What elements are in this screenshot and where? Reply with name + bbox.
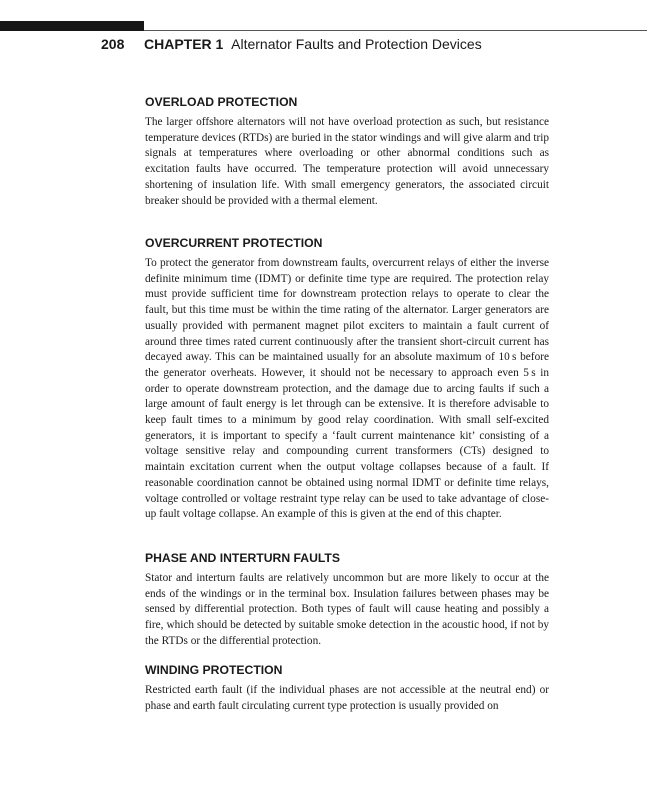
running-head xyxy=(101,35,482,53)
section-overcurrent-protection xyxy=(145,236,549,523)
section-overload-protection xyxy=(145,95,549,209)
section-heading: WINDING PROTECTION xyxy=(145,663,283,677)
section-winding-protection xyxy=(145,663,549,714)
section-heading: OVERCURRENT PROTECTION xyxy=(145,236,323,250)
section-body: Restricted earth fault (if the individual phases are not accessible at the neutral end) or phase and earth fault circulating current type protection is usually provided on xyxy=(145,684,549,712)
section-body: Stator and interturn faults are relatively uncommon but are more likely to occur at the ends of the windings or in the terminal box. Insulation failures between phases may be sensed by differential protection. Both types of fault will cause heating and possibly a fire, which should be detected by suitable smoke detection in the acoustic hood, if not by the RTDs or the differential protection. xyxy=(145,572,549,647)
chapter-label: CHAPTER 1 xyxy=(144,36,224,52)
section-heading: OVERLOAD PROTECTION xyxy=(145,95,298,109)
section-body: To protect the generator from downstream faults, overcurrent relays of either the inverse definite minimum time (IDMT) or definite time type are required. The protection relay must provide sufficient time for downstream protection relays to operate to clear the fault, but this time must be within the time rating of the alternator. Larger generators are usually provided with permanent magnet pilot exciters to maintain a fault current of around three times rated current continuously after the transient short-circuit current has decayed away. This can be maintained usually for an absolute maximum of 10 s before the generator overheats. However, it should not be necessary to approach even 5 s in order to operate downstream protection, and the damage due to arcing faults if such a large amount of fault energy is let through can be extensive. It is therefore advisable to keep fault times to a minimum by good relay coordination. With small self-excited generators, it is important to specify a ‘fault current maintenance kit’ consisting of a voltage sensitive relay and compounding current transformers (CTs) designed to maintain excitation current when the output voltage collapses because of a fault. If reasonable coordination cannot be obtained using normal IDMT or definite time relays, voltage controlled or voltage restraint type relay can be used to take advantage of close-up fault voltage collapse. An example of this is given at the end of this chapter. xyxy=(145,257,549,521)
chapter-title: Alternator Faults and Protection Devices xyxy=(231,36,482,52)
section-heading: PHASE AND INTERTURN FAULTS xyxy=(145,551,340,565)
section-body: The larger offshore alternators will not have overload protection as such, but resistance temperature devices (RTDs) are buried in the stator windings and will give alarm and trip signals at temperatures where overloading or other abnormal conditions such as excitation faults have occurred. The temperature protection will avoid unnecessary shortening of insulation life. With small emergency generators, the associated circuit breaker should be provided with a thermal element. xyxy=(145,116,550,207)
page-number: 208 xyxy=(101,36,125,52)
header-rule xyxy=(144,30,647,31)
header-bar xyxy=(0,21,144,31)
section-phase-and-interturn-faults xyxy=(145,551,549,650)
